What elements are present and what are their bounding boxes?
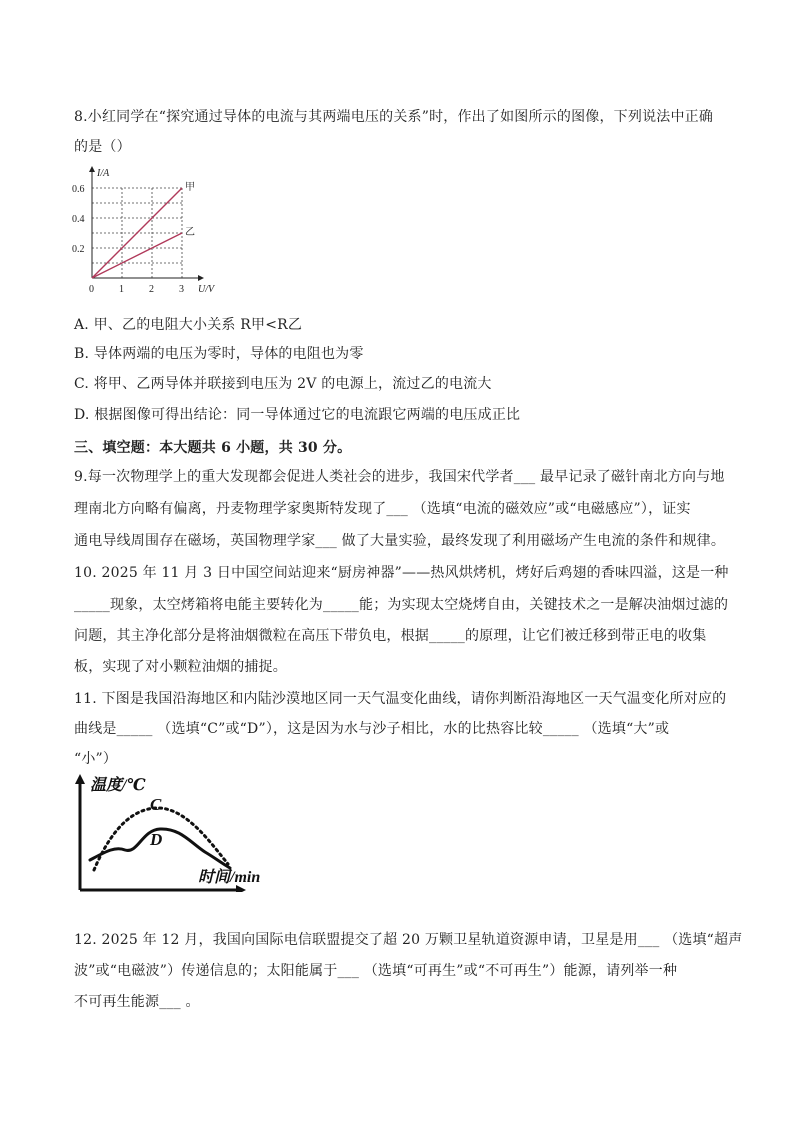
- y-axis-label: I/A: [97, 168, 110, 179]
- x-tick-label-1: 1: [119, 284, 124, 295]
- q11-line2: 曲线是_____ （选填“C”或“D”），这是因为水与沙子相比，水的比热容比较_____ （选填“大”或: [74, 721, 670, 737]
- q8-stem-line1: 8.小红同学在“探究通过导体的电流与其两端电压的关系”时，作出了如图所示的图像，下列说法中正确: [74, 109, 714, 125]
- temp-x-arrow: [236, 885, 246, 892]
- q12-line1: 12. 2025 年 12 月，我国向国际电信联盟提交了超 20 万颗卫星轨道资源申请，卫星是用___ （选填“超声: [74, 932, 743, 948]
- q10-line3: 问题，其主净化部分是将油烟微粒在高压下带负电，根据_____的原理，让它们被迁移到带正电的收集: [74, 628, 707, 644]
- temp-ylabel: 温度/℃: [90, 777, 146, 794]
- q8-option-b: B. 导体两端的电压为零时，导体的电阻也为零: [74, 346, 364, 362]
- y-tick-label-1: 0.4: [72, 214, 85, 225]
- curve-d-label: D: [150, 830, 163, 849]
- x-tick-label-2: 2: [149, 284, 154, 295]
- temperature-figure: [70, 772, 290, 892]
- x-axis-label: U/V: [198, 284, 215, 295]
- q10-line1: 10. 2025 年 11 月 3 日中国空间站迎来“厨房神器”——热风烘烤机，烤好后鸡翅的香味四溢，这是一种: [74, 565, 729, 581]
- x-tick-label-0: 0: [89, 284, 94, 295]
- y-tick-label-0: 0.2: [72, 244, 85, 255]
- section-heading: 三、填空题：本大题共 6 小题，共 30 分。: [74, 440, 352, 456]
- q10-line2: _____现象，太空烤箱将电能主要转化为_____能；为实现太空烧烤自由，关键技术之一是解决油烟过滤的: [74, 597, 729, 613]
- y-tick-label-2: 0.6: [72, 184, 85, 195]
- x-axis-arrow: [198, 275, 204, 281]
- q10-line4: 板，实现了对小颗粒油烟的捕捉。: [74, 659, 287, 675]
- q9-line1: 9.每一次物理学上的重大发现都会促进人类社会的进步，我国宋代学者___ 最早记录了磁针南北方向与地: [74, 469, 725, 485]
- x-tick-label-3: 3: [179, 284, 184, 295]
- series-label-0: 甲: [185, 182, 195, 193]
- q9-line3: 通电导线周围存在磁场，英国物理学家___ 做了大量实验，最终发现了利用磁场产生电流的条件和规律。: [74, 533, 726, 549]
- y-axis-arrow: [89, 166, 95, 172]
- temp-y-arrow: [75, 774, 85, 784]
- q11-line1: 11. 下图是我国沿海地区和内陆沙漠地区同一天气温变化曲线，请你判断沿海地区一天气温变化所对应的: [74, 691, 727, 707]
- curve-c-label: C: [150, 795, 162, 814]
- q11-line3: “小”）: [74, 751, 118, 767]
- q9-line2: 理南北方向略有偏离，丹麦物理学家奥斯特发现了___ （选填“电流的磁效应”或“电磁感应”），证实: [74, 501, 691, 517]
- iu-chart: [70, 166, 230, 298]
- q8-option-c: C. 将甲、乙两导体并联接到电压为 2V 的电源上，流过乙的电流大: [74, 376, 492, 392]
- series-line-1: [92, 233, 182, 278]
- q8-option-d: D. 根据图像可得出结论：同一导体通过它的电流跟它两端的电压成正比: [74, 407, 521, 423]
- q8-stem-line2: 的是（）: [74, 139, 131, 155]
- series-label-1: 乙: [185, 227, 195, 238]
- q12-line3: 不可再生能源___ 。: [74, 994, 200, 1010]
- temp-xlabel: 时间/min: [198, 869, 261, 886]
- q12-line2: 波”或“电磁波”）传递信息的；太阳能属于___ （选填“可再生”或“不可再生”）能源，请列举一种: [74, 963, 678, 979]
- q8-option-a: A. 甲、乙的电阻大小关系 R甲<R乙: [74, 317, 303, 333]
